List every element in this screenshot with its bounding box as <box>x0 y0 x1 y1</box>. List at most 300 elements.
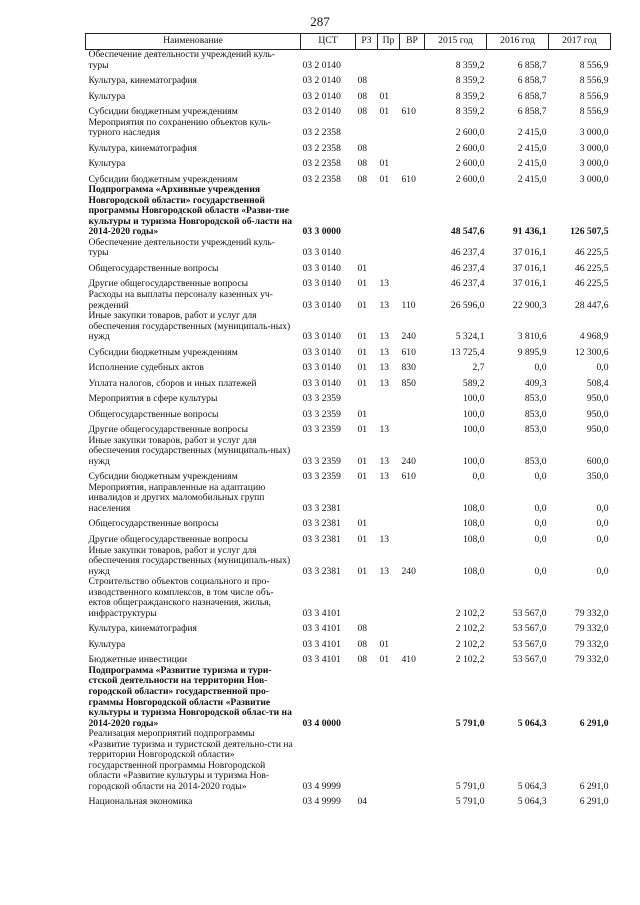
budget-table <box>85 33 611 808</box>
row-name: Иные закупки товаров, работ и услуг для обеспечения государственных (муниципаль-ных) нужд <box>88 544 291 577</box>
row-2015: 100,0 <box>462 455 485 467</box>
row-rz: 08 <box>357 142 368 154</box>
row-2016: 91 436,1 <box>512 226 547 238</box>
row-2016: 6 858,7 <box>517 59 547 71</box>
row-vr <box>400 515 425 531</box>
row-2017: 79 332,0 <box>574 654 609 666</box>
row-rz <box>356 50 378 72</box>
row-vr <box>400 666 425 729</box>
row-name: Иные закупки товаров, работ и услуг для обеспечения государственных (муниципаль-ных) нужд <box>88 434 291 467</box>
header-cst: ЦСТ <box>301 34 356 50</box>
row-rz <box>356 238 378 259</box>
table-row <box>86 436 611 468</box>
table-row <box>86 71 611 87</box>
row-vr <box>400 530 425 546</box>
row-2016: 5 064,3 <box>517 796 547 808</box>
row-2016: 53 567,0 <box>512 638 547 650</box>
row-2017: 3 000,0 <box>579 158 609 170</box>
row-name: Общегосударственные вопросы <box>88 518 219 530</box>
row-pr <box>378 259 400 275</box>
row-rz: 08 <box>357 173 368 185</box>
row-2016: 853,0 <box>524 455 547 467</box>
row-pr: 01 <box>379 106 390 118</box>
row-pr <box>378 389 400 405</box>
row-name: Другие общегосударственные вопросы <box>88 278 249 290</box>
table-row <box>86 290 611 311</box>
row-cst: 03 3 2359 <box>302 408 341 420</box>
row-pr: 01 <box>379 158 390 170</box>
row-2015: 2,7 <box>472 362 485 374</box>
row-cst: 03 4 0000 <box>302 717 341 729</box>
row-pr <box>378 483 400 515</box>
row-name: Культура, кинематография <box>88 142 197 154</box>
row-pr <box>378 577 400 619</box>
row-cst: 03 3 0140 <box>302 331 341 343</box>
row-2015: 48 547,6 <box>450 226 485 238</box>
row-2015: 2 102,2 <box>455 623 485 635</box>
row-2015: 2 600,0 <box>455 158 485 170</box>
row-2015: 46 237,4 <box>450 262 485 274</box>
row-cst: 03 3 2359 <box>302 393 341 405</box>
row-rz: 08 <box>357 158 368 170</box>
row-vr <box>400 275 425 291</box>
page-number: 287 <box>310 14 330 29</box>
row-vr <box>400 729 425 792</box>
row-name: Культура, кинематография <box>88 623 197 635</box>
row-2016: 2 415,0 <box>517 158 547 170</box>
row-2015: 2 102,2 <box>455 654 485 666</box>
row-2015: 8 359,2 <box>455 75 485 87</box>
table-row <box>86 405 611 421</box>
row-vr <box>400 635 425 651</box>
row-pr <box>378 405 400 421</box>
row-rz: 08 <box>357 90 368 102</box>
row-rz: 01 <box>357 565 368 577</box>
row-pr <box>378 139 400 155</box>
row-rz: 08 <box>357 638 368 650</box>
row-cst: 03 2 0140 <box>302 90 341 102</box>
row-pr <box>378 619 400 635</box>
table-row <box>86 650 611 666</box>
row-vr <box>400 577 425 619</box>
row-2017: 600,0 <box>586 455 609 467</box>
row-name: Общегосударственные вопросы <box>88 262 219 274</box>
header-name: Наименование <box>86 34 301 50</box>
row-2017: 3 000,0 <box>579 142 609 154</box>
row-vr <box>400 420 425 436</box>
row-pr: 01 <box>379 90 390 102</box>
row-2017: 0,0 <box>596 533 609 545</box>
row-rz: 08 <box>357 623 368 635</box>
row-2017: 950,0 <box>586 424 609 436</box>
table-row <box>86 238 611 259</box>
row-pr: 13 <box>379 565 390 577</box>
row-name: Расходы на выплаты персоналу казенных уч-реждений <box>88 289 273 311</box>
row-vr <box>400 259 425 275</box>
row-rz: 01 <box>357 455 368 467</box>
row-name: Подпрограмма «Архивные учреждения Новгородской области» государственной программы Новгородской области «Разви-тие культуры и туризма Новгородской об-ласти на 2014-2020 годы» <box>88 184 293 238</box>
row-name: Подпрограмма «Развитие туризма и тури-стской деятельности на территории Нов-городской области» государственной про-граммы Новгородской области «Развитие культуры и туризма Новгородской облас-ти на 2014-2020 годы» <box>88 664 292 729</box>
row-rz: 01 <box>357 533 368 545</box>
row-cst: 03 2 2358 <box>302 158 341 170</box>
row-cst: 03 2 2358 <box>302 173 341 185</box>
row-rz: 01 <box>357 518 368 530</box>
row-2015: 108,0 <box>462 518 485 530</box>
table-row <box>86 420 611 436</box>
row-2017: 0,0 <box>596 362 609 374</box>
table-row <box>86 154 611 170</box>
row-pr: 13 <box>379 533 390 545</box>
header-pr: Пр <box>378 34 400 50</box>
row-pr: 13 <box>379 424 390 436</box>
row-rz <box>356 577 378 619</box>
row-2017: 8 556,9 <box>579 106 609 118</box>
row-pr <box>378 50 400 72</box>
row-2017: 6 291,0 <box>579 717 609 729</box>
row-vr <box>400 792 425 808</box>
row-vr <box>400 118 425 139</box>
row-pr: 13 <box>379 471 390 483</box>
row-2016: 853,0 <box>524 424 547 436</box>
row-2015: 2 600,0 <box>455 127 485 139</box>
row-cst: 03 3 0140 <box>302 278 341 290</box>
row-2016: 0,0 <box>534 362 547 374</box>
row-2016: 5 064,3 <box>517 717 547 729</box>
row-rz: 08 <box>357 654 368 666</box>
row-2017: 4 968,9 <box>579 331 609 343</box>
row-2017: 0,0 <box>596 502 609 514</box>
row-pr: 13 <box>379 346 390 358</box>
row-2017: 508,4 <box>586 377 609 389</box>
table-row <box>86 139 611 155</box>
row-cst: 03 3 2381 <box>302 533 341 545</box>
row-2017: 8 556,9 <box>579 75 609 87</box>
row-2016: 6 858,7 <box>517 90 547 102</box>
row-2017: 12 300,6 <box>574 346 609 358</box>
row-2017: 28 447,6 <box>574 299 609 311</box>
row-name: Культура <box>88 90 126 102</box>
table-body <box>86 50 611 808</box>
row-cst: 03 3 4101 <box>302 638 341 650</box>
row-2015: 100,0 <box>462 424 485 436</box>
row-rz <box>356 118 378 139</box>
row-2015: 5 791,0 <box>455 796 485 808</box>
row-cst: 03 3 0000 <box>302 226 341 238</box>
row-vr <box>400 238 425 259</box>
row-2016: 53 567,0 <box>512 654 547 666</box>
row-2017: 6 291,0 <box>579 796 609 808</box>
row-2015: 8 359,2 <box>455 106 485 118</box>
table-row <box>86 792 611 808</box>
row-rz: 01 <box>357 377 368 389</box>
header-vr: ВР <box>400 34 425 50</box>
row-pr <box>378 185 400 238</box>
row-2017: 46 225,5 <box>574 247 609 259</box>
row-rz: 01 <box>357 362 368 374</box>
row-name: Мероприятия в сфере культуры <box>88 393 218 405</box>
row-pr: 01 <box>379 654 390 666</box>
row-2017: 0,0 <box>596 518 609 530</box>
table-row <box>86 666 611 729</box>
row-2016: 3 810,6 <box>517 331 547 343</box>
row-2017: 79 332,0 <box>574 623 609 635</box>
row-2017: 79 332,0 <box>574 638 609 650</box>
row-vr <box>400 405 425 421</box>
row-vr: 610 <box>401 346 416 358</box>
row-rz: 01 <box>357 424 368 436</box>
row-2016: 6 858,7 <box>517 106 547 118</box>
row-cst: 03 3 2381 <box>302 565 341 577</box>
row-2016: 2 415,0 <box>517 142 547 154</box>
row-2015: 8 359,2 <box>455 90 485 102</box>
row-cst: 03 2 0140 <box>302 106 341 118</box>
row-2017: 126 507,5 <box>570 226 609 238</box>
row-pr <box>378 515 400 531</box>
row-2016: 2 415,0 <box>517 173 547 185</box>
row-name: Строительство объектов социального и про-изводственного комплексов, в том числе объ-ектов общегражданского назначения, жилья, инфраструктуры <box>88 576 274 619</box>
row-pr: 13 <box>379 299 390 311</box>
row-2016: 6 858,7 <box>517 75 547 87</box>
row-cst: 03 3 0140 <box>302 262 341 274</box>
row-2015: 8 359,2 <box>455 59 485 71</box>
table-row <box>86 483 611 515</box>
row-pr <box>378 666 400 729</box>
row-vr <box>400 139 425 155</box>
row-2015: 46 237,4 <box>450 247 485 259</box>
row-2015: 26 596,0 <box>450 299 485 311</box>
row-2016: 5 064,3 <box>517 780 547 792</box>
row-2017: 6 291,0 <box>579 780 609 792</box>
row-vr: 830 <box>401 362 416 374</box>
table-row <box>86 577 611 619</box>
row-name: Субсидии бюджетным учреждениям <box>88 106 238 118</box>
row-cst: 03 3 2359 <box>302 471 341 483</box>
row-name: Уплата налогов, сборов и иных платежей <box>88 377 257 389</box>
row-2016: 53 567,0 <box>512 607 547 619</box>
row-2015: 108,0 <box>462 502 485 514</box>
row-cst: 03 4 9999 <box>302 780 341 792</box>
row-2016: 0,0 <box>534 471 547 483</box>
table-row <box>86 515 611 531</box>
row-cst: 03 2 2358 <box>302 142 341 154</box>
row-2015: 0,0 <box>472 471 485 483</box>
row-cst: 03 2 0140 <box>302 75 341 87</box>
row-cst: 03 3 2381 <box>302 502 341 514</box>
row-cst: 03 3 2381 <box>302 518 341 530</box>
row-2015: 2 102,2 <box>455 638 485 650</box>
row-2017: 950,0 <box>586 393 609 405</box>
table-row <box>86 343 611 359</box>
row-2017: 79 332,0 <box>574 607 609 619</box>
row-pr: 13 <box>379 278 390 290</box>
table-row <box>86 118 611 139</box>
row-vr: 240 <box>401 565 416 577</box>
row-2015: 108,0 <box>462 533 485 545</box>
row-vr <box>400 483 425 515</box>
row-rz: 01 <box>357 471 368 483</box>
row-pr: 01 <box>379 173 390 185</box>
row-pr: 13 <box>379 331 390 343</box>
row-name: Культура <box>88 638 126 650</box>
row-name: Общегосударственные вопросы <box>88 408 219 420</box>
row-name: Национальная экономика <box>88 796 193 808</box>
row-rz: 01 <box>357 408 368 420</box>
row-vr <box>400 619 425 635</box>
row-rz: 08 <box>357 75 368 87</box>
row-rz <box>356 389 378 405</box>
row-name: Обеспечение деятельности учреждений куль-туры <box>88 236 275 259</box>
header-2015: 2015 год <box>425 34 487 50</box>
table-header-row <box>86 34 611 50</box>
table-row <box>86 389 611 405</box>
table-row <box>86 170 611 186</box>
row-cst: 03 2 0140 <box>302 59 341 71</box>
table-row <box>86 358 611 374</box>
row-cst: 03 3 0140 <box>302 377 341 389</box>
row-2015: 46 237,4 <box>450 278 485 290</box>
row-2016: 0,0 <box>534 502 547 514</box>
table-row <box>86 530 611 546</box>
row-pr <box>378 238 400 259</box>
row-rz <box>356 483 378 515</box>
row-vr <box>400 389 425 405</box>
row-2016: 0,0 <box>534 518 547 530</box>
row-cst: 03 3 2359 <box>302 424 341 436</box>
row-2017: 950,0 <box>586 408 609 420</box>
row-2015: 108,0 <box>462 565 485 577</box>
row-name: Мероприятия, направленные на адаптацию инвалидов и других маломобильных групп населения <box>88 481 266 514</box>
row-name: Субсидии бюджетным учреждениям <box>88 471 238 483</box>
row-2016: 853,0 <box>524 408 547 420</box>
row-cst: 03 3 4101 <box>302 623 341 635</box>
table-row <box>86 185 611 238</box>
row-2016: 0,0 <box>534 565 547 577</box>
row-2016: 2 415,0 <box>517 127 547 139</box>
row-cst: 03 3 0140 <box>302 299 341 311</box>
row-rz <box>356 666 378 729</box>
row-cst: 03 2 2358 <box>302 127 341 139</box>
row-pr: 13 <box>379 377 390 389</box>
row-cst: 03 4 9999 <box>302 796 341 808</box>
row-2016: 0,0 <box>534 533 547 545</box>
row-pr <box>378 118 400 139</box>
table-row <box>86 374 611 390</box>
row-name: Другие общегосударственные вопросы <box>88 424 249 436</box>
row-2017: 46 225,5 <box>574 262 609 274</box>
row-name: Исполнение судебных актов <box>88 362 204 374</box>
row-vr: 110 <box>401 299 416 311</box>
row-rz <box>356 729 378 792</box>
table-row <box>86 635 611 651</box>
row-vr: 610 <box>401 173 416 185</box>
row-2017: 350,0 <box>586 471 609 483</box>
row-rz: 01 <box>357 331 368 343</box>
row-vr: 240 <box>401 455 416 467</box>
row-2015: 589,2 <box>462 377 485 389</box>
row-rz <box>356 185 378 238</box>
row-2015: 13 725,4 <box>450 346 485 358</box>
table-row <box>86 311 611 343</box>
header-2017: 2017 год <box>549 34 611 50</box>
table-row <box>86 729 611 792</box>
row-name: Бюджетные инвестиции <box>88 654 187 666</box>
row-name: Иные закупки товаров, работ и услуг для обеспечения государственных (муниципаль-ных) нужд <box>88 310 291 343</box>
row-2016: 409,3 <box>524 377 547 389</box>
table-row <box>86 467 611 483</box>
table-row <box>86 50 611 72</box>
table-row <box>86 275 611 291</box>
row-2017: 8 556,9 <box>579 90 609 102</box>
row-rz: 01 <box>357 299 368 311</box>
row-2015: 5 791,0 <box>455 780 485 792</box>
table-row <box>86 619 611 635</box>
row-2016: 853,0 <box>524 393 547 405</box>
row-pr <box>378 71 400 87</box>
row-2016: 37 016,1 <box>512 262 547 274</box>
row-vr <box>400 154 425 170</box>
row-2017: 8 556,9 <box>579 59 609 71</box>
row-2015: 2 600,0 <box>455 173 485 185</box>
row-vr: 850 <box>401 377 416 389</box>
row-rz: 01 <box>357 262 368 274</box>
row-cst: 03 3 0140 <box>302 247 341 259</box>
row-2015: 100,0 <box>462 408 485 420</box>
row-2016: 22 900,3 <box>512 299 547 311</box>
row-2017: 0,0 <box>596 565 609 577</box>
row-2015: 2 600,0 <box>455 142 485 154</box>
row-vr <box>400 71 425 87</box>
row-2017: 46 225,5 <box>574 278 609 290</box>
row-vr <box>400 87 425 103</box>
row-name: Культура <box>88 158 126 170</box>
row-rz: 01 <box>357 278 368 290</box>
row-pr <box>378 792 400 808</box>
row-vr <box>400 185 425 238</box>
row-name: Обеспечение деятельности учреждений куль-туры <box>88 49 275 71</box>
row-2016: 53 567,0 <box>512 623 547 635</box>
table-row <box>86 102 611 118</box>
row-cst: 03 3 0140 <box>302 362 341 374</box>
row-2015: 100,0 <box>462 393 485 405</box>
header-2016: 2016 год <box>487 34 549 50</box>
row-pr <box>378 729 400 792</box>
table-row <box>86 87 611 103</box>
row-cst: 03 3 4101 <box>302 607 341 619</box>
row-vr: 240 <box>401 331 416 343</box>
row-vr <box>400 50 425 72</box>
row-vr: 610 <box>401 106 416 118</box>
row-2016: 9 895,9 <box>517 346 547 358</box>
row-cst: 03 3 4101 <box>302 654 341 666</box>
row-2015: 5 324,1 <box>455 331 485 343</box>
row-2016: 37 016,1 <box>512 247 547 259</box>
row-rz: 08 <box>357 106 368 118</box>
row-name: Реализация мероприятий подпрограммы «Развитие туризма и туристской деятельно-сти на территории Новгородской области» государственной программы Новгородской области «Развитие культуры и туризма Нов-городской области на 2014-2020 годы» <box>88 728 293 792</box>
row-2015: 5 791,0 <box>455 717 485 729</box>
row-2017: 3 000,0 <box>579 173 609 185</box>
table-row <box>86 259 611 275</box>
row-rz: 04 <box>357 796 368 808</box>
row-name: Субсидии бюджетным учреждениям <box>88 173 238 185</box>
row-cst: 03 3 2359 <box>302 455 341 467</box>
row-pr: 13 <box>379 455 390 467</box>
row-name: Субсидии бюджетным учреждениям <box>88 346 238 358</box>
row-rz: 01 <box>357 346 368 358</box>
row-vr: 610 <box>401 471 416 483</box>
row-name: Мероприятия по сохранению объектов куль-турного наследия <box>88 116 271 139</box>
row-cst: 03 3 0140 <box>302 346 341 358</box>
row-pr: 13 <box>379 362 390 374</box>
